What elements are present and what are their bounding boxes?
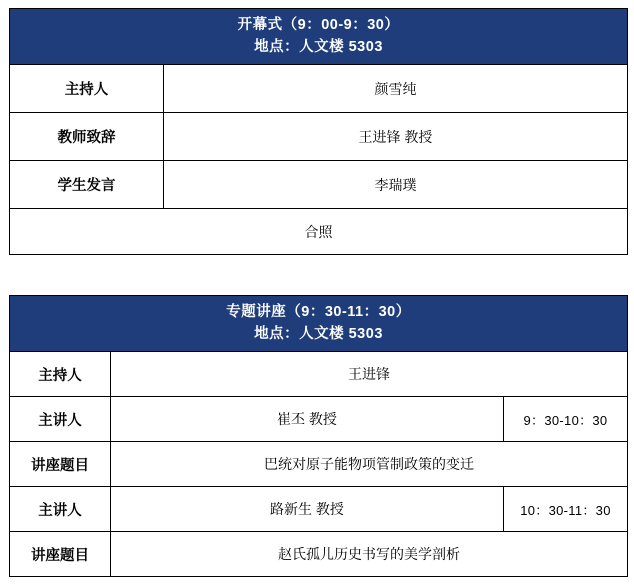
lecture-row-value-speaker-1: 崔丕 教授	[111, 397, 504, 442]
lecture-row-value-topic-2: 赵氏孤儿历史书写的美学剖析	[111, 532, 628, 577]
opening-row-label-student-speech: 学生发言	[10, 161, 164, 209]
table-row	[10, 397, 628, 442]
lecture-session-table	[9, 295, 628, 577]
opening-row-value-student-speech: 李瑞璞	[164, 161, 628, 209]
table-row	[10, 65, 628, 113]
lecture-header-cell	[10, 296, 628, 352]
lecture-row-value-speaker-2: 路新生 教授	[111, 487, 504, 532]
table-row	[10, 161, 628, 209]
table-row	[10, 209, 628, 255]
table-row	[10, 352, 628, 397]
opening-footer-group-photo: 合照	[10, 209, 628, 255]
opening-row-label-host: 主持人	[10, 65, 164, 113]
table-row	[10, 9, 628, 65]
table-row	[10, 442, 628, 487]
table-row	[10, 532, 628, 577]
opening-header-line1: 开幕式（9：00-9：30）	[237, 17, 400, 33]
lecture-header-line2: 地点：人文楼 5303	[254, 326, 383, 342]
lecture-row-time-speaker-1: 9：30-10：30	[504, 397, 628, 442]
opening-row-label-teacher-speech: 教师致辞	[10, 113, 164, 161]
lecture-header-line1: 专题讲座（9：30-11：30）	[226, 304, 411, 320]
lecture-row-value-topic-1: 巴统对原子能物项管制政策的变迁	[111, 442, 628, 487]
opening-header-cell	[10, 9, 628, 65]
table-row	[10, 113, 628, 161]
table-row	[10, 487, 628, 532]
opening-ceremony-table	[9, 8, 628, 255]
opening-row-value-teacher-speech: 王进锋 教授	[164, 113, 628, 161]
lecture-row-value-host: 王进锋	[111, 352, 628, 397]
opening-row-value-host: 颜雪纯	[164, 65, 628, 113]
lecture-row-time-speaker-2: 10：30-11：30	[504, 487, 628, 532]
table-row	[10, 296, 628, 352]
lecture-row-label-topic-1: 讲座题目	[10, 442, 111, 487]
lecture-row-label-speaker-1: 主讲人	[10, 397, 111, 442]
lecture-row-label-topic-2: 讲座题目	[10, 532, 111, 577]
lecture-row-label-host: 主持人	[10, 352, 111, 397]
opening-header-line2: 地点：人文楼 5303	[254, 39, 383, 55]
lecture-row-label-speaker-2: 主讲人	[10, 487, 111, 532]
